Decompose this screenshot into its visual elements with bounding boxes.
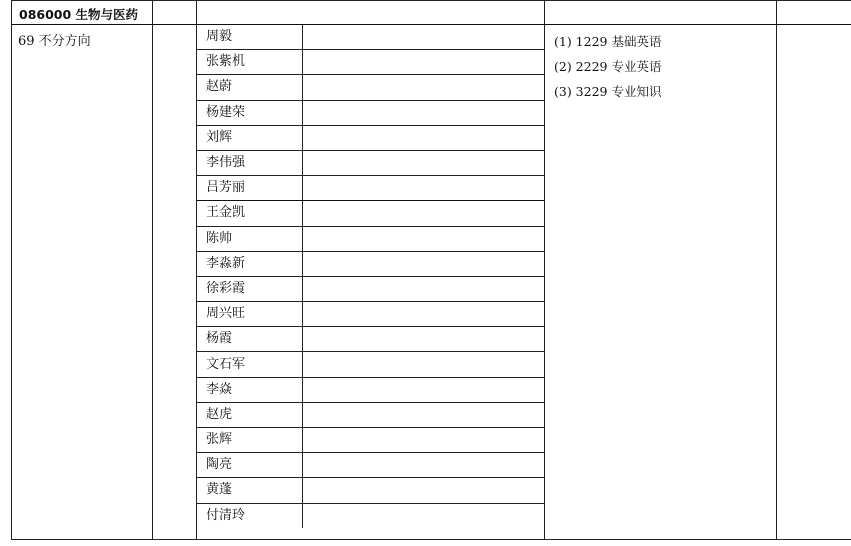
supervisor-name: 赵虎 [197,402,303,427]
supervisor-list [197,25,544,528]
empty-cell [153,25,197,540]
exam-subject-item: (1) 1229 基础英语 [554,34,662,49]
supervisor-row [197,226,544,251]
supervisor-row [197,25,544,50]
empty-cell [303,100,545,125]
supervisor-name: 周毅 [197,25,303,50]
empty-cell [303,428,545,453]
supervisor-cell [197,25,545,540]
supervisor-name: 刘辉 [197,125,303,150]
empty-cell [303,377,545,402]
supervisor-name: 李焱 [197,377,303,402]
empty-cell [303,25,545,50]
supervisor-row [197,302,544,327]
empty-cell [303,327,545,352]
empty-cell [777,25,851,540]
supervisor-name: 陈帅 [197,226,303,251]
empty-cell [303,276,545,301]
supervisor-name: 吕芳丽 [197,176,303,201]
empty-cell [197,1,545,25]
supervisor-name: 徐彩霞 [197,276,303,301]
supervisor-name: 杨建荣 [197,100,303,125]
empty-cell [303,75,545,100]
supervisor-row [197,176,544,201]
supervisor-name: 付清玲 [197,503,303,528]
supervisor-row [197,428,544,453]
supervisor-row [197,125,544,150]
supervisor-row [197,503,544,528]
empty-cell [303,50,545,75]
empty-cell [303,302,545,327]
exam-subject-item: (3) 3229 专业知识 [554,84,662,99]
supervisor-row [197,150,544,175]
supervisor-name: 李伟强 [197,150,303,175]
supervisor-name: 黄蓬 [197,478,303,503]
empty-cell [153,1,197,25]
exam-subject-item: (2) 2229 专业英语 [554,59,662,74]
supervisor-name: 赵蔚 [197,75,303,100]
major-name: 086000 生物与医药 [12,1,153,25]
supervisor-name: 文石军 [197,352,303,377]
empty-cell [303,503,545,528]
admission-catalog-table [11,0,851,540]
major-header-row [12,1,851,25]
supervisor-name: 李淼新 [197,251,303,276]
supervisor-name: 陶亮 [197,453,303,478]
supervisor-row [197,453,544,478]
empty-cell [303,251,545,276]
direction-label: 69 不分方向 [12,25,153,540]
empty-cell [303,402,545,427]
supervisor-row [197,327,544,352]
supervisor-name: 王金凯 [197,201,303,226]
supervisor-name: 张辉 [197,428,303,453]
supervisor-row [197,50,544,75]
empty-cell [303,453,545,478]
empty-cell [303,352,545,377]
supervisor-name: 杨霞 [197,327,303,352]
supervisor-row [197,377,544,402]
empty-cell [303,478,545,503]
supervisor-row [197,75,544,100]
supervisor-row [197,352,544,377]
empty-cell [303,201,545,226]
direction-row [12,25,851,540]
empty-cell [777,1,851,25]
exam-subjects [545,25,777,540]
supervisor-name: 张紫机 [197,50,303,75]
supervisor-row [197,251,544,276]
supervisor-row [197,276,544,301]
empty-cell [303,125,545,150]
empty-cell [545,1,777,25]
supervisor-row [197,478,544,503]
supervisor-row [197,201,544,226]
supervisor-row [197,100,544,125]
empty-cell [303,226,545,251]
empty-cell [303,176,545,201]
empty-cell [303,150,545,175]
admission-catalog-table-wrapper [11,0,837,535]
supervisor-name: 周兴旺 [197,302,303,327]
supervisor-row [197,402,544,427]
